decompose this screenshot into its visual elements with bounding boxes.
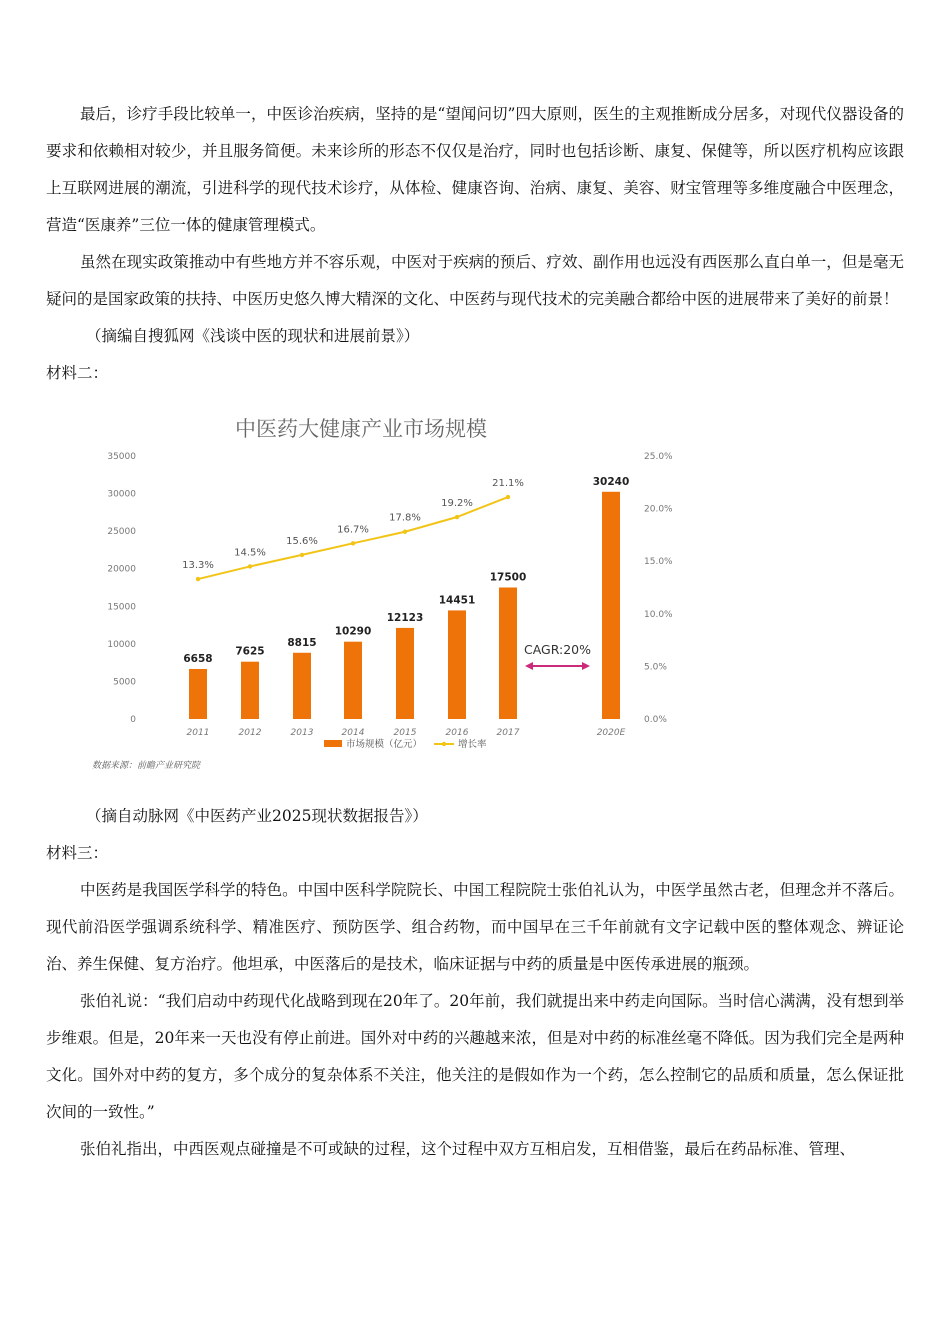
x-tick-label: 2013 bbox=[290, 728, 314, 738]
paragraph: 虽然在现实政策推动中有些地方并不容乐观，中医对于疾病的预后、疗效、副作用也远没有西医那么直白单一，但是毫无疑问的是国家政策的扶持、中医历史悠久博大精深的文化、中医药与现代技术的完美融合都给中医的进展带来了美好的前景！ bbox=[46, 253, 904, 308]
y2-tick-label: 25.0% bbox=[644, 452, 673, 462]
y-tick-label: 15000 bbox=[107, 602, 136, 613]
cagr-annotation: CAGR:20% bbox=[523, 642, 592, 657]
bar bbox=[499, 588, 517, 720]
paragraph: 中医药是我国医学科学的特色。中国中医科学院院长、中国工程院院士张伯礼认为，中医学虽然古老，但理念并不落后。现代前沿医学强调系统科学、精准医疗、预防医学、组合药物，而中国早在三千年前就有文字记载中医的整体观念、辨证论治、养生保健、复方治疗。他坦承，中医落后的是技术，临床证据与中药的质量是中医传承进展的瓶颈。 bbox=[46, 881, 904, 973]
legend-bar-label: 市场规模（亿元） bbox=[346, 739, 423, 750]
y-tick-label: 10000 bbox=[107, 639, 136, 650]
y-tick-label: 5000 bbox=[113, 677, 136, 688]
document-page bbox=[46, 96, 904, 1168]
growth-rate-point bbox=[351, 541, 355, 545]
growth-rate-label: 21.1% bbox=[492, 478, 524, 490]
growth-rate-label: 13.3% bbox=[182, 560, 214, 572]
paragraph: 最后，诊疗手段比较单一，中医诊治疾病，坚持的是“望闻问切”四大原则，医生的主观推断成分居多，对现代仪器设备的要求和依赖相对较少，并且服务简便。未来诊所的形态不仅仅是治疗，同时也包括诊断、康复、保健等，所以医疗机构应该跟上互联网进展的潮流，引进科学的现代技术诊疗，从体检、健康咨询、治病、康复、美容、财宝管理等多维度融合中医理念，营造“医康养”三位一体的健康管理模式。 bbox=[46, 105, 904, 234]
growth-rate-label: 15.6% bbox=[286, 535, 318, 547]
bar-value-label: 30240 bbox=[592, 475, 630, 488]
cagr-arrow-head bbox=[525, 662, 533, 670]
paragraph: 张伯礼指出，中西医观点碰撞是不可或缺的过程，这个过程中双方互相启发，互相借鉴，最后在药品标准、管理、 bbox=[80, 1140, 856, 1158]
material-label: 材料二： bbox=[46, 364, 109, 382]
chart-svg bbox=[78, 396, 678, 786]
x-tick-label: 2014 bbox=[341, 728, 365, 738]
bar-value-label: 12123 bbox=[386, 611, 424, 624]
x-tick-label: 2015 bbox=[393, 728, 417, 738]
y2-tick-label: 10.0% bbox=[644, 609, 673, 620]
chart-source-note: 数据来源：前瞻产业研究院 bbox=[92, 761, 201, 771]
bar bbox=[602, 492, 620, 719]
legend-line-label: 增长率 bbox=[458, 739, 487, 750]
x-tick-label: 2020E bbox=[596, 728, 626, 738]
x-tick-label: 2016 bbox=[445, 728, 469, 738]
growth-rate-point bbox=[403, 530, 407, 534]
market-chart bbox=[78, 396, 678, 786]
bar-value-label: 14451 bbox=[438, 594, 476, 607]
growth-rate-point bbox=[196, 577, 200, 581]
growth-rate-point bbox=[248, 564, 252, 568]
bar-value-label: 10290 bbox=[334, 625, 372, 638]
bar-value-label: 8815 bbox=[287, 636, 317, 649]
y2-tick-label: 20.0% bbox=[644, 504, 673, 515]
legend-bar-swatch bbox=[324, 740, 342, 747]
x-tick-label: 2012 bbox=[238, 728, 262, 738]
growth-rate-label: 17.8% bbox=[389, 512, 421, 524]
y-tick-label: 25000 bbox=[107, 527, 136, 538]
y2-tick-label: 5.0% bbox=[644, 662, 667, 673]
bar bbox=[448, 610, 466, 719]
bar bbox=[344, 642, 362, 719]
growth-rate-line bbox=[198, 497, 508, 579]
growth-rate-point bbox=[455, 515, 459, 519]
y-tick-label: 0 bbox=[130, 715, 136, 725]
y2-tick-label: 0.0% bbox=[644, 715, 667, 725]
material-label: 材料三： bbox=[46, 844, 109, 862]
legend-line-marker bbox=[442, 742, 446, 746]
x-tick-label: 2017 bbox=[496, 728, 520, 738]
y-tick-label: 30000 bbox=[107, 489, 136, 500]
bar bbox=[189, 669, 207, 719]
x-tick-label: 2011 bbox=[186, 728, 210, 738]
y-tick-label: 35000 bbox=[107, 452, 136, 462]
bar-value-label: 17500 bbox=[489, 571, 527, 584]
bar bbox=[396, 628, 414, 719]
y2-tick-label: 15.0% bbox=[644, 557, 673, 568]
source-citation: （摘自动脉网《中医药产业2025现状数据报告》） bbox=[86, 807, 428, 825]
growth-rate-label: 14.5% bbox=[234, 547, 266, 559]
paragraph: 张伯礼说：“我们启动中药现代化战略到现在20年了。20年前，我们就提出来中药走向国际。当时信心满满，没有想到举步维艰。但是，20年来一天也没有停止前进。国外对中药的兴趣越来浓，但是对中药的标准丝毫不降低。因为我们完全是两种文化。国外对中药的复方，多个成分的复杂体系不关注，他关注的是假如作为一个药，怎么控制它的品质和质量，怎么保证批次间的一致性。” bbox=[46, 992, 904, 1121]
bar bbox=[241, 662, 259, 719]
y-tick-label: 20000 bbox=[107, 564, 136, 575]
bar bbox=[293, 653, 311, 719]
chart-title: 中医药大健康产业市场规模 bbox=[235, 417, 487, 441]
cagr-arrow-head bbox=[582, 662, 590, 670]
source-citation: （摘编自搜狐网《浅谈中医的现状和进展前景》） bbox=[86, 327, 420, 345]
growth-rate-label: 16.7% bbox=[337, 524, 369, 536]
growth-rate-label: 19.2% bbox=[441, 498, 473, 510]
bar-value-label: 7625 bbox=[235, 645, 265, 658]
growth-rate-point bbox=[300, 553, 304, 557]
bar-value-label: 6658 bbox=[183, 652, 213, 665]
growth-rate-point bbox=[506, 495, 510, 499]
